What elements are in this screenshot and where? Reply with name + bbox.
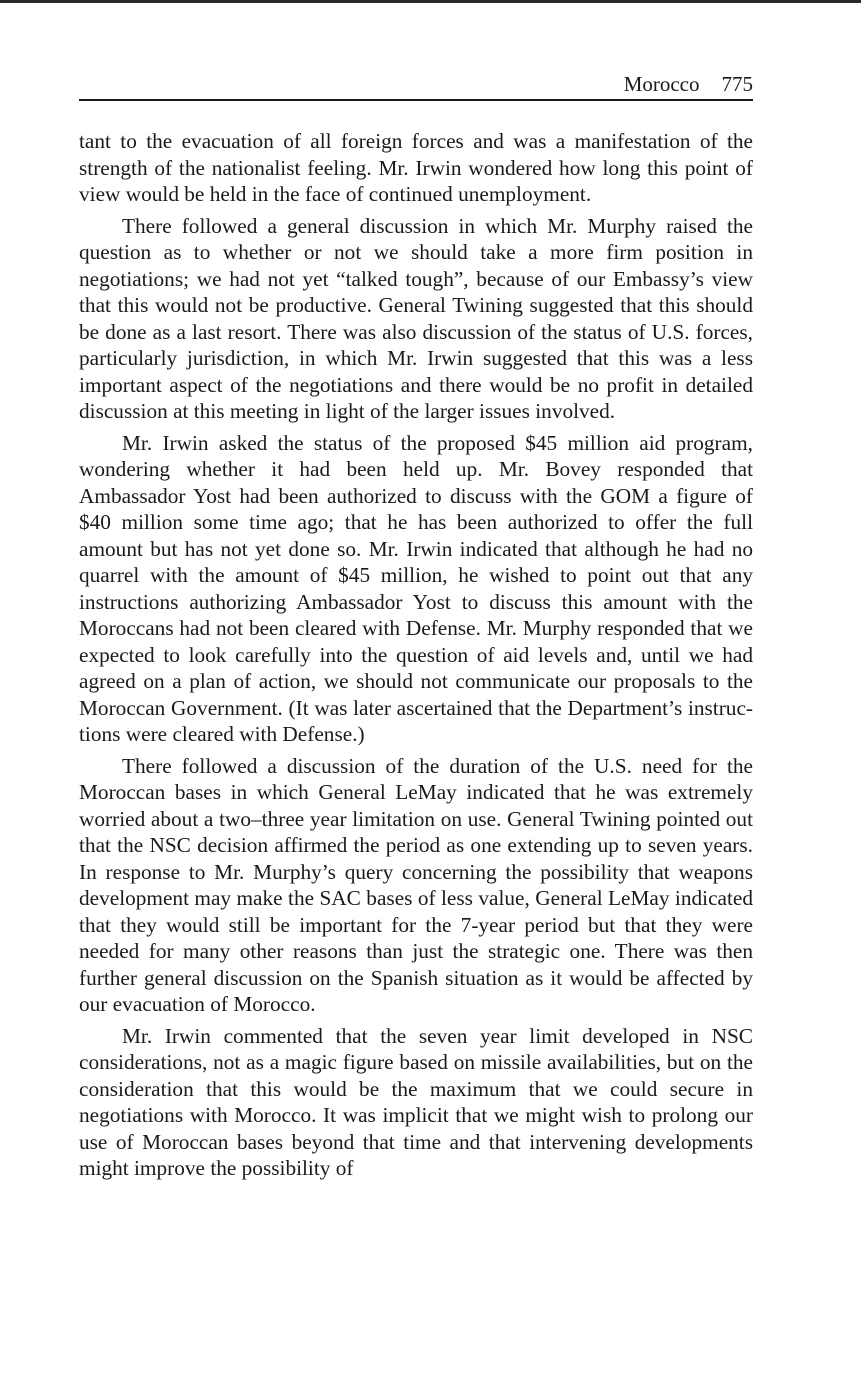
page-number: 775 [721,72,753,96]
header-title: Morocco [623,72,700,96]
paragraph: Mr. Irwin commented that the seven year limit developed in NSC considerations, not as a magic figure based on missile availabilities, but on the consideration that this would be the maximum that we could secure in negotiations with Morocco. It was implicit that we might wish to prolong our use of Moroccan bases beyond that time and that intervening developments might improve the possibility of [79,1023,753,1180]
paragraph: Mr. Irwin asked the status of the proposed $45 million aid program, wondering whether it had been held up. Mr. Bovey responded that Ambassador Yost had been authorized to discuss with the GOM a figure of $40 million some time ago; that he has been authorized to offer the full amount but has not yet done so. Mr. Irwin indicated that although he had no quarrel with the amount of $45 million, he wished to point out that any instructions authorizing Ambassador Yost to discuss this amount with the Moroccans had not been cleared with Defense. Mr. Murphy responded that we expected to look carefully into the question of aid levels and, until we had agreed on a plan of action, we should not communicate our proposals to the Moroccan Government. (It was later ascertained that the Department’s instructions were cleared with Defense.) [79,430,753,746]
body-text [79,128,753,1182]
running-header [79,70,753,101]
paragraph: There followed a general discussion in which Mr. Murphy raised the question as to whether or not we should take a more firm position in negotiations; we had not yet “talked tough”, because of our Embassy’s view that this would not be productive. General Twining suggested that this should be done as a last resort. There was also discussion of the status of U.S. forces, particularly jurisdiction, in which Mr. Irwin suggested that this was a less important aspect of the negotiations and there would be no profit in detailed discussion at this meeting in light of the larger issues involved. [79,213,753,423]
paragraph-continued: tant to the evacuation of all foreign forces and was a manifestation of the strength of the nationalist feeling. Mr. Irwin wondered how long this point of view would be held in the face of continued unemployment. [79,129,753,206]
scan-top-edge [0,0,861,3]
document-page [79,70,753,1187]
paragraph: There followed a discussion of the duration of the U.S. need for the Moroccan bases in which General LeMay indicated that he was extremely worried about a two–three year limitation on use. General Twining pointed out that the NSC decision affirmed the period as one extending up to seven years. In response to Mr. Murphy’s query concerning the possibility that weapons development may make the SAC bases of less value, General LeMay indicated that they would still be important for the 7-year period but that they were needed for many other reasons than just the strategic one. There was then further general discussion on the Spanish situation as it would be affected by our evacuation of Morocco. [79,753,753,1016]
